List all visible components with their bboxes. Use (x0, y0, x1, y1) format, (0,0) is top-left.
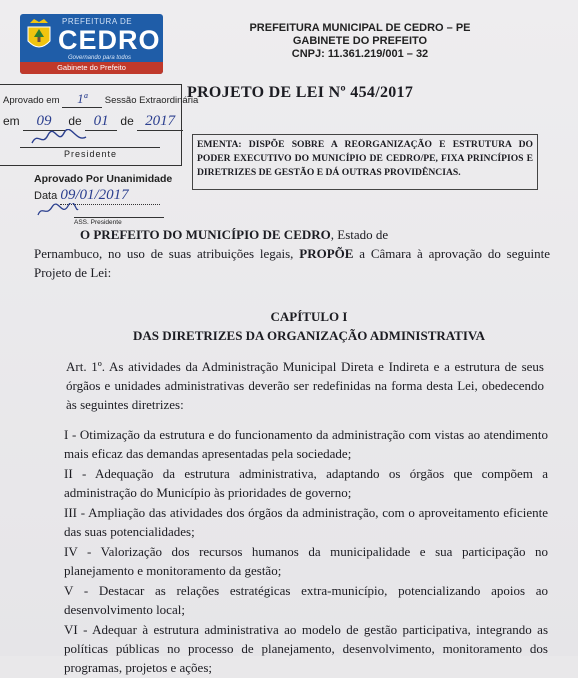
directives-list (64, 425, 548, 678)
chapter-heading (74, 307, 544, 345)
ementa-box: EMENTA: DISPÕE SOBRE A REORGANIZAÇÃO E ESTRUTURA DO PODER EXECUTIVO DO MUNICÍPIO DE CEDRO/PE, FIXA PRINCÍPIOS E DIRETRIZES DE GESTÃO E DÁ OUTRAS PROVIDÊNCIAS. (192, 134, 538, 190)
intro-paragraph (34, 225, 550, 282)
directive-item: VI - Adequar à estrutura administrativa ao modelo de gestão participativa, integrando as políticas públicas no processo de planejamento, desenvolvimento, monitoramento dos programas, projetos e ações; (64, 622, 548, 675)
stamp-de-2: de (120, 114, 134, 128)
approval-stamp (34, 173, 184, 226)
directive-item: IV - Valorização dos recursos humanos da municipalidade e sua participação no planejamento e monitoramento da gestão; (64, 544, 548, 578)
stamp-em: em (3, 114, 20, 128)
intro-line-2 (34, 244, 550, 282)
approval-data-label: Data (34, 190, 58, 202)
intro-text-1: , Estado de (330, 227, 389, 242)
directive-item: V - Destacar as relações estratégicas extra-município, potencializando apoios ao desenvolvimento local; (64, 583, 548, 617)
stamp-month: 01 (85, 113, 117, 131)
letterhead-line-3: CNPJ: 11.361.219/001 – 32 (291, 48, 429, 60)
logo-name: CEDRO (58, 25, 161, 55)
intro-text-3: a Câmara à aprovação do seguinte Projeto de Lei: (34, 246, 550, 280)
directive-item: I - Otimização da estrutura e do funcionamento da administração com vistas ao atendimento mais eficaz das demandas apresentadas pela sociedade; (64, 427, 548, 461)
letterhead-line-1: PREFEITURA MUNICIPAL DE CEDRO – PE (249, 22, 471, 34)
stamp-session-type: Sessão Extraordinária (104, 95, 199, 106)
chapter-title: DAS DIRETRIZES DA ORGANIZAÇÃO ADMINISTRATIVA (132, 328, 486, 343)
president-signature (30, 129, 90, 149)
stamp-day: 09 (23, 113, 65, 131)
logo-slogan: Governando para todos (68, 55, 132, 61)
document-title: PROJETO DE LEI Nº 454/2017 (187, 84, 414, 101)
stamp-aprovado-em: Aprovado em (3, 95, 60, 106)
letterhead (210, 22, 510, 61)
logo-top-text: PREFEITURA DE (62, 17, 133, 26)
approval-text: Aprovado Por Unanimidade (34, 173, 173, 185)
stamp-year: 2017 (137, 113, 183, 131)
stamp-session-number: 1ª (62, 91, 102, 108)
logo-band: Gabinete do Prefeito (20, 62, 163, 74)
approval-date: 09/01/2017 (60, 187, 160, 205)
cedro-logo (20, 14, 163, 74)
stamp-presidente: Presidente (63, 149, 118, 159)
stamp-de-1: de (68, 114, 82, 128)
approval-ass-presidente: ASS. Presidente (74, 217, 164, 226)
intro-propoe: PROPÕE (299, 246, 354, 261)
directive-item: II - Adequação da estrutura administrativa, adaptando os órgãos que compõem a administração do Município às prioridades de governo; (64, 466, 548, 500)
article-1: Art. 1º. As atividades da Administração Municipal Direta e Indireta e a estrutura de seus órgãos e unidades administrativas deverão ser redefinidas na forma desta Lei, obedecendo às seguintes diretrizes: (66, 359, 544, 412)
coat-of-arms-icon (24, 17, 54, 55)
letterhead-line-2: GABINETE DO PREFEITO (292, 35, 428, 47)
chapter-number: CAPÍTULO I (270, 309, 348, 324)
intro-text-2: Pernambuco, no uso de suas atribuições legais, (34, 246, 294, 261)
directive-item: III - Ampliação das atividades dos órgãos da administração, com o aproveitamento eficiente das suas potencialidades; (64, 505, 548, 539)
session-stamp (0, 84, 199, 166)
intro-authority: O PREFEITO DO MUNICÍPIO DE CEDRO (80, 227, 331, 242)
stamp-line-1 (3, 91, 198, 108)
stamp-signature-line (20, 147, 160, 148)
